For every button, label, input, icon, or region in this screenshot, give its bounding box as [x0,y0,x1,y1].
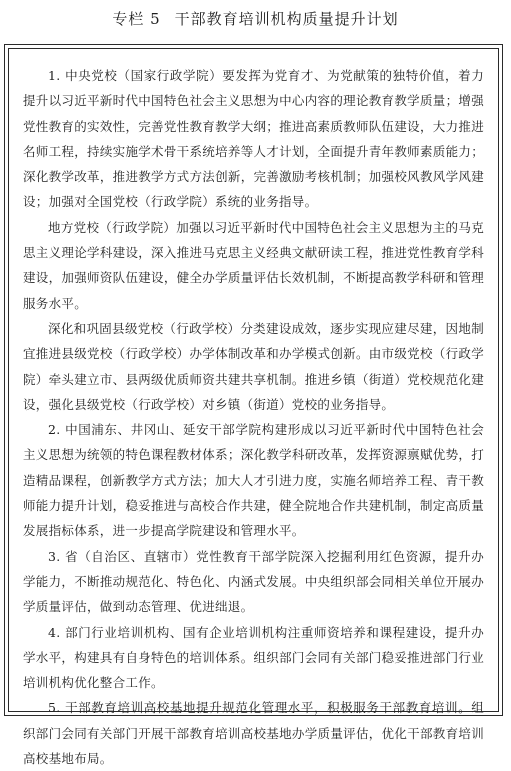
paragraph-local-party-schools: 地方党校（行政学院）加强以习近平新时代中国特色社会主义思想为主的马克思主义理论学科建设，深入推进马克思主义经典文献研读工程，推进党性教育学科建设，加强师资队伍建设，健全办学质量评估长效机制，不断提高教学科研和管理服务水平。 [23,219,484,311]
paragraph-cadre-colleges: 2. 中国浦东、井冈山、延安干部学院构建形成以习近平新时代中国特色社会主义思想为统领的特色课程教材体系；深化教学科研改革，发挥资源禀赋优势，打造精品课程，创新教学方式方法；加大人才引进力度，实施名师培养工程、青干教师能力提升计划，稳妥推进与高校合作共建，健全院地合作共建机制，制定高质量发展指标体系，进一步提高学院建设和管理水平。 [23,422,484,539]
outer-frame [4,44,503,767]
column-label: 专栏 5 [112,10,161,28]
content-box [8,48,499,767]
paragraph-central-party-school: 1. 中央党校（国家行政学院）要发挥为党育才、为党献策的独特价值，着力提升以习近平新时代中国特色社会主义思想为中心内容的理论教育教学质量；增强党性教育的实效性，完善党性教育教学大纲；推进高素质教师队伍建设，大力推进名师工程，持续实施学术骨干系统培养等人才计划，全面提升青年教师素质能力；深化教学改革，推进教学方式方法创新，完善激励考核机制；加强校风教风学风建设；加强对全国党校（行政学院）系统的业务指导。 [23,68,484,210]
paragraph-provincial-colleges: 3. 省（自治区、直辖市）党性教育干部学院深入挖掘利用红色资源，提升办学能力，不断推动规范化、特色化、内涵式发展。中央组织部会同相关单位开展办学质量评估，做到动态管理、优进绌退。 [23,548,484,615]
paragraph-university-bases: 5. 干部教育培训高校基地提升规范化管理水平，积极服务干部教育培训。组织部门会同有关部门开展干部教育培训高校基地办学质量评估，优化干部教育培训高校基地布局。 [23,700,484,767]
paragraph-county-party-schools: 深化和巩固县级党校（行政学校）分类建设成效，逐步实现应建尽建，因地制宜推进县级党校（行政学校）办学体制改革和办学模式创新。由市级党校（行政学院）牵头建立市、县两级优质师资共建共享机制。推进乡镇（街道）党校规范化建设，强化县级党校（行政学校）对乡镇（街道）党校的业务指导。 [23,320,484,412]
column-title: 干部教育培训机构质量提升计划 [174,10,399,28]
paragraph-industry-training: 4. 部门行业培训机构、国有企业培训机构注重师资培养和课程建设，提升办学水平，构建具有自身特色的培训体系。组织部门会同有关部门稳妥推进部门行业培训机构优化整合工作。 [23,624,484,691]
box-title [0,8,511,29]
